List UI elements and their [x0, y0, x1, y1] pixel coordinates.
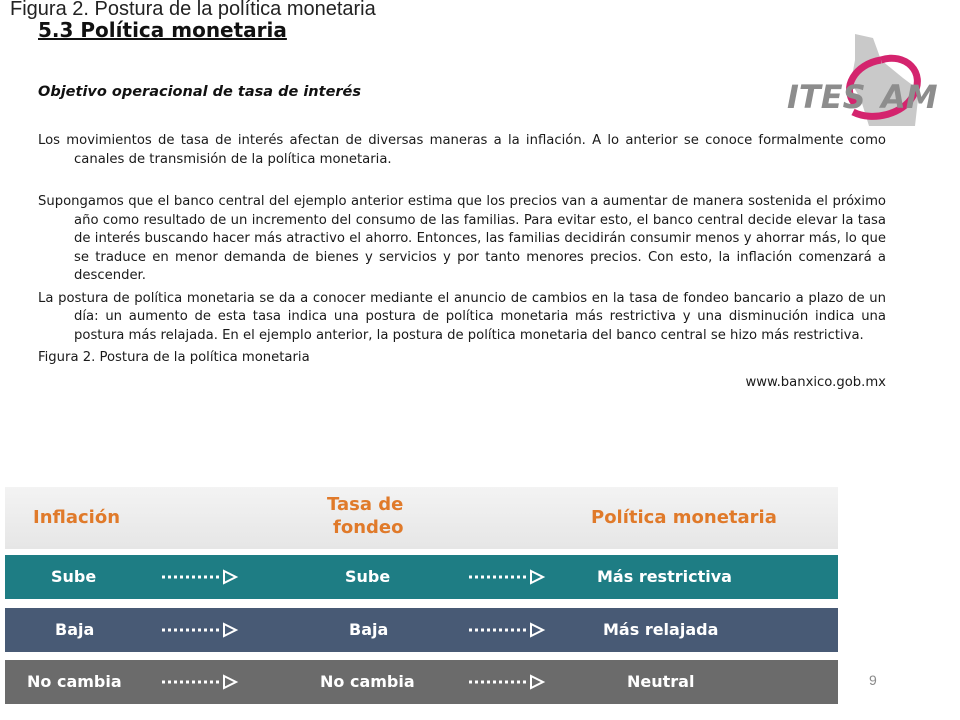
header-tasa-line1: Tasa de	[327, 494, 404, 515]
cell-tasa: Baja	[349, 620, 389, 639]
paragraph-3: La postura de política monetaria se da a conocer mediante el anuncio de cambios en la tasa de fondeo bancario a plazo de un día: un aumento de esta tasa indica una postura de política monetaria más restrictiva y una disminución indica una postura más relajada. En el ejemplo anterior, la postura de política monetaria del banco central se hizo más restrictiva.	[38, 290, 886, 343]
cell-tasa: No cambia	[320, 672, 415, 691]
page-number: 9	[869, 672, 877, 688]
header-tasa-line2: fondeo	[333, 517, 404, 538]
dotted-arrow-icon	[160, 569, 240, 585]
policy-stance-table	[5, 487, 838, 707]
table-row	[5, 555, 838, 599]
figure-caption: Figura 2. Postura de la política monetaria	[38, 350, 310, 365]
svg-text:AM: AM	[881, 78, 938, 116]
header-inflacion: Inflación	[33, 507, 121, 528]
cell-inflacion: No cambia	[27, 672, 122, 691]
cell-politica: Neutral	[627, 672, 695, 691]
subtitle: Objetivo operacional de tasa de interés	[38, 84, 362, 100]
itescam-logo	[785, 30, 938, 130]
cell-politica: Más restrictiva	[597, 567, 732, 586]
section-title: 5.3 Política monetaria	[38, 18, 287, 42]
table-row	[5, 660, 838, 704]
cell-tasa: Sube	[345, 567, 391, 586]
paragraph-1: Los movimientos de tasa de interés afectan de diversas maneras a la inflación. A lo anterior se conoce formalmente como canales de transmisión de la política monetaria.	[38, 133, 886, 167]
dotted-arrow-icon	[160, 674, 240, 690]
body-text	[38, 132, 886, 392]
dotted-arrow-icon	[467, 569, 547, 585]
dotted-arrow-icon	[467, 622, 547, 638]
dotted-arrow-icon	[160, 622, 240, 638]
paragraph-2: Supongamos que el banco central del ejemplo anterior estima que los precios van a aumentar de manera sostenida el próximo año como resultado de un incremento del consumo de las familias. Para evitar esto, el banco central decide elevar la tasa de interés buscando hacer más atractivo el ahorro. Entonces, las familias decidirán consumir menos y ahorrar más, lo que se traduce en menor demanda de bienes y servicios y por tanto menores precios. Con esto, la inflación comenzará a descender.	[38, 194, 886, 283]
header-politica: Política monetaria	[591, 507, 777, 528]
source-url: www.banxico.gob.mx	[745, 374, 886, 390]
cell-inflacion: Baja	[55, 620, 95, 639]
cell-politica: Más relajada	[603, 620, 719, 639]
table-row	[5, 608, 838, 652]
table-header-row	[5, 487, 838, 549]
dotted-arrow-icon	[467, 674, 547, 690]
cell-inflacion: Sube	[51, 567, 97, 586]
svg-text:ITES: ITES	[787, 78, 866, 116]
figure-caption-top: Figura 2. Postura de la política monetaria	[10, 0, 376, 20]
